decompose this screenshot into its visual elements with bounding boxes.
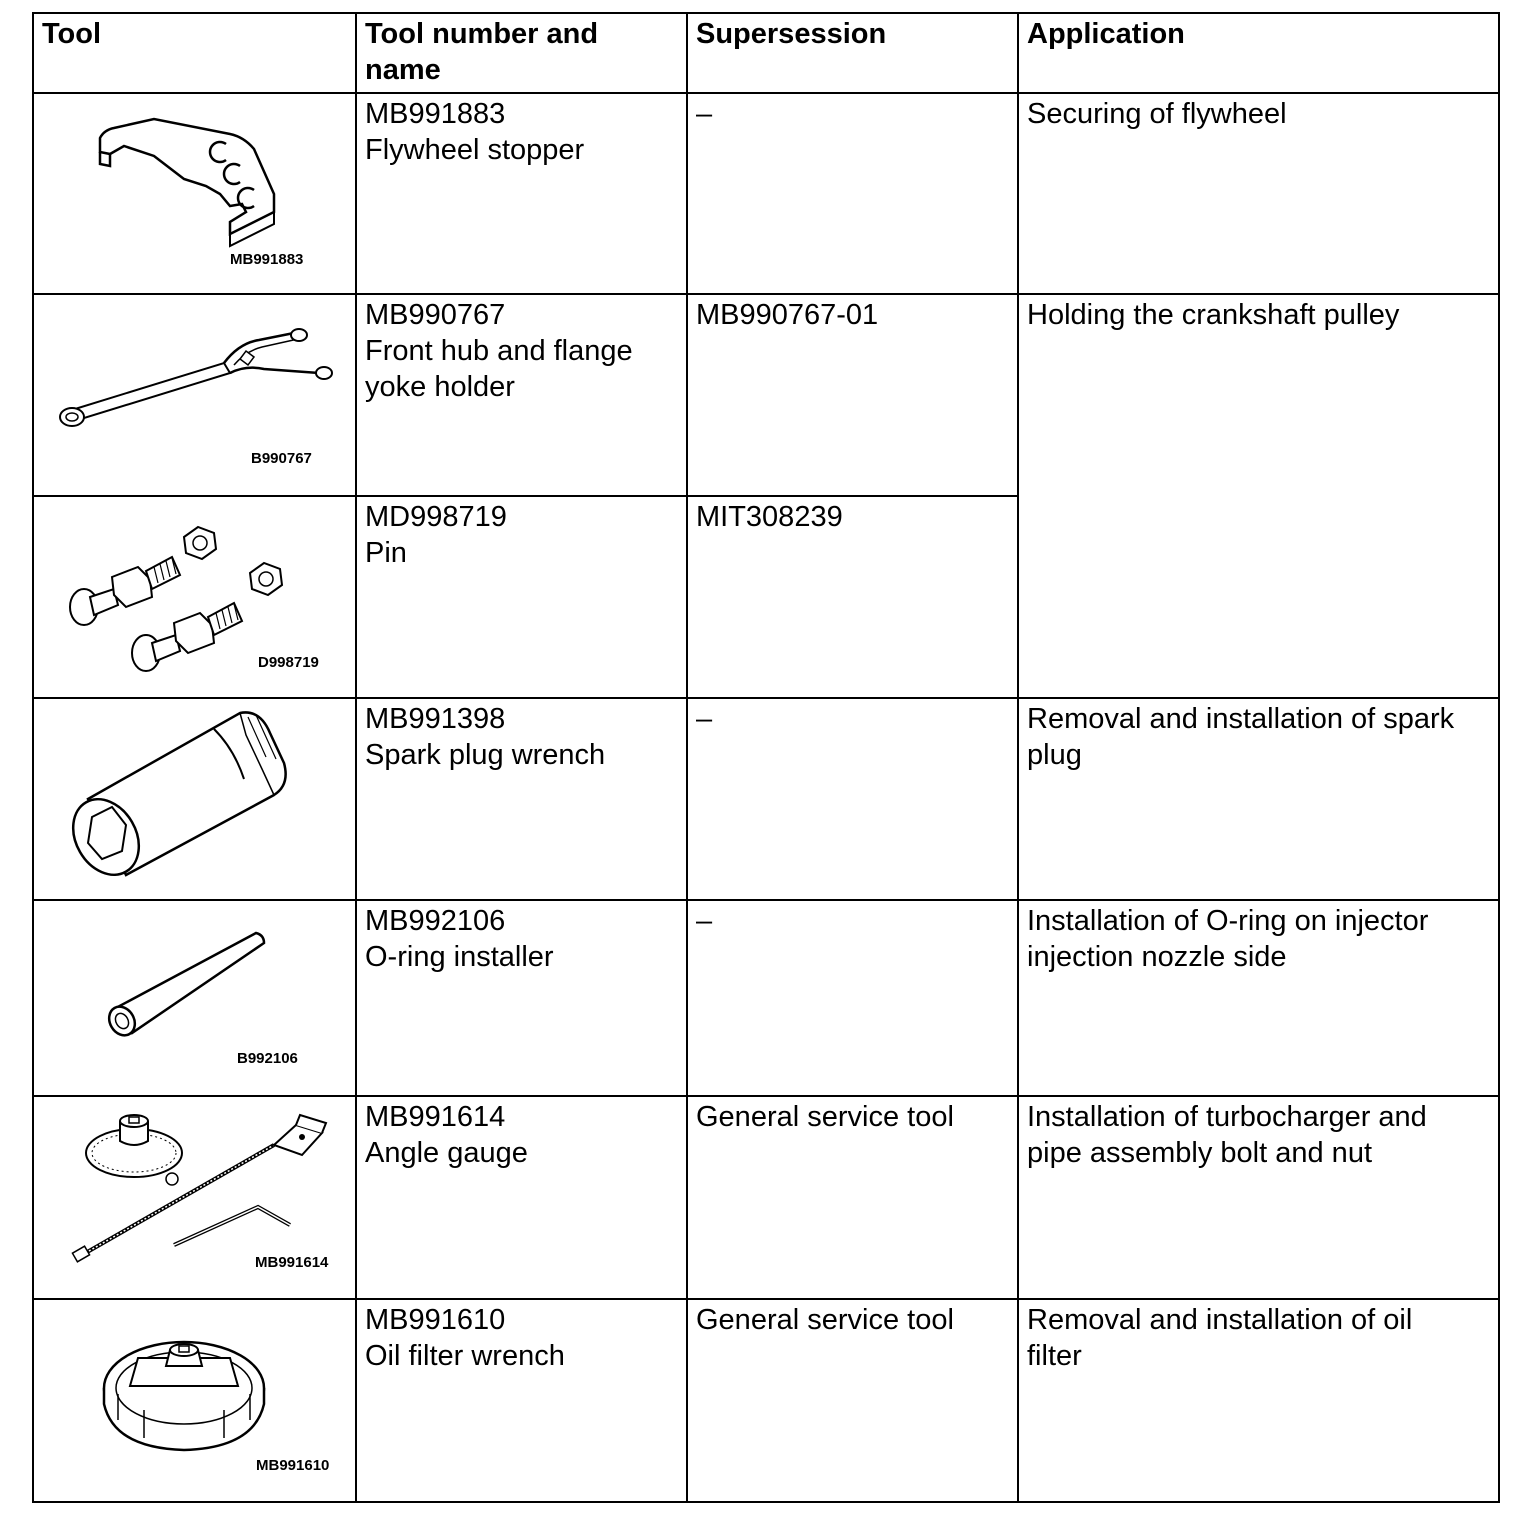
special-tools-table (32, 12, 1500, 1503)
supersession-cell: MB990767-01 (687, 294, 1018, 496)
spark-plug-wrench-icon (34, 699, 355, 899)
supersession-cell: General service tool (687, 1299, 1018, 1502)
application-line2: plug (1027, 739, 1082, 771)
tool-image-label: MB991610 (256, 1457, 330, 1474)
application-cell (1018, 93, 1499, 294)
supersession-cell: General service tool (687, 1096, 1018, 1299)
header-row (33, 13, 1499, 93)
table-row (33, 1299, 1499, 1502)
tool-number-cell (356, 900, 687, 1096)
application-line1: Installation of O-ring on injector (1027, 905, 1429, 937)
application-line1: Removal and installation of spark (1027, 703, 1455, 735)
application-cell (1018, 1096, 1499, 1299)
tool-number-cell (356, 698, 687, 900)
tool-number: MB991614 (365, 1101, 506, 1133)
supersession-cell: – (687, 698, 1018, 900)
application-cell (1018, 1299, 1499, 1502)
header-tool-number-line1: Tool number and (365, 18, 599, 50)
tool-name: Spark plug wrench (365, 739, 606, 771)
application-line2: filter (1027, 1340, 1082, 1372)
header-application: Application (1018, 13, 1499, 93)
application-line2: injection nozzle side (1027, 941, 1287, 973)
tool-image-cell (33, 1299, 356, 1502)
tool-image-label: B990767 (251, 450, 312, 467)
tool-name: O-ring installer (365, 941, 554, 973)
tool-number-cell (356, 93, 687, 294)
application-line1: Removal and installation of oil (1027, 1304, 1413, 1336)
application-line1: Securing of flywheel (1027, 98, 1287, 130)
o-ring-installer-icon (34, 901, 355, 1095)
table-row (33, 93, 1499, 294)
tool-number-cell (356, 496, 687, 698)
application-line2: pipe assembly bolt and nut (1027, 1137, 1372, 1169)
tool-number-cell (356, 1299, 687, 1502)
tool-image-cell (33, 496, 356, 698)
tool-image-cell (33, 93, 356, 294)
tool-name-line2: yoke holder (365, 371, 515, 403)
table-row (33, 900, 1499, 1096)
tool-image-label: MB991614 (255, 1254, 329, 1271)
tool-image-label: MB991883 (230, 251, 304, 268)
header-tool-number-line2: name (365, 54, 441, 86)
tool-image-cell (33, 698, 356, 900)
tool-number: MB992106 (365, 905, 506, 937)
table-row (33, 1096, 1499, 1299)
tool-name: Pin (365, 537, 407, 569)
application-line1: Installation of turbocharger and (1027, 1101, 1427, 1133)
header-supersession: Supersession (687, 13, 1018, 93)
tool-number: MB991883 (365, 98, 506, 130)
header-tool: Tool (33, 13, 356, 93)
tool-number-cell (356, 1096, 687, 1299)
flywheel-stopper-icon (34, 94, 355, 293)
tool-number: MD998719 (365, 501, 507, 533)
tool-name-line1: Front hub and flange (365, 335, 633, 367)
supersession-cell: MIT308239 (687, 496, 1018, 698)
tool-number: MB991398 (365, 703, 506, 735)
application-cell (1018, 294, 1499, 698)
tool-name: Flywheel stopper (365, 134, 585, 166)
table-row (33, 698, 1499, 900)
application-line1: Holding the crankshaft pulley (1027, 299, 1400, 331)
supersession-cell: – (687, 900, 1018, 1096)
tool-number: MB991610 (365, 1304, 506, 1336)
application-cell (1018, 900, 1499, 1096)
table-row (33, 294, 1499, 496)
supersession-cell: – (687, 93, 1018, 294)
tool-image-cell (33, 1096, 356, 1299)
tool-number-cell (356, 294, 687, 496)
tool-image-cell (33, 900, 356, 1096)
tool-image-label: D998719 (258, 654, 319, 671)
tool-name: Angle gauge (365, 1137, 528, 1169)
tool-image-label: B992106 (237, 1050, 298, 1067)
tool-name: Oil filter wrench (365, 1340, 565, 1372)
application-cell (1018, 698, 1499, 900)
tool-image-cell (33, 294, 356, 496)
header-tool-number (356, 13, 687, 93)
tool-number: MB990767 (365, 299, 506, 331)
